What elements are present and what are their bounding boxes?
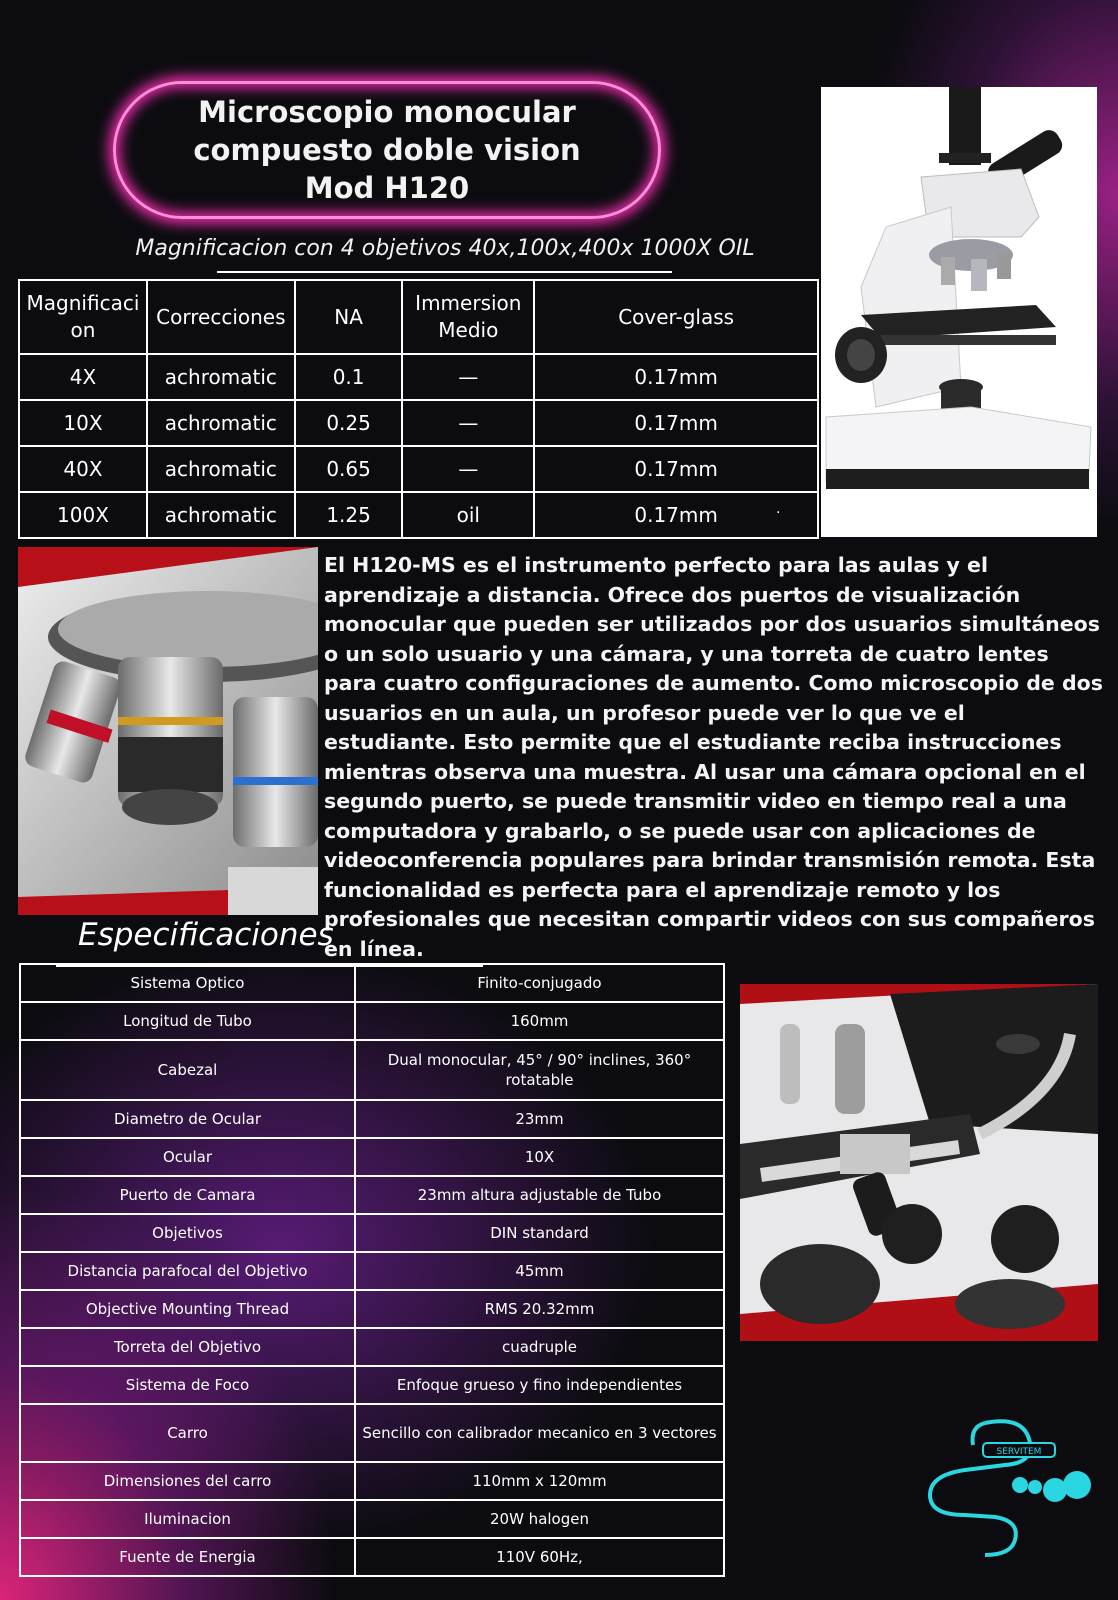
table-cell: 0.17mm bbox=[534, 492, 818, 538]
spec-label: Objetivos bbox=[20, 1214, 355, 1252]
spec-value: 20W halogen bbox=[355, 1500, 724, 1538]
magnification-table bbox=[18, 279, 819, 539]
spec-label: Iluminacion bbox=[20, 1500, 355, 1538]
spec-value: Dual monocular, 45° / 90° inclines, 360° rotatable bbox=[355, 1040, 724, 1100]
table-row bbox=[20, 1138, 724, 1176]
page-title bbox=[193, 93, 580, 207]
title-banner bbox=[113, 81, 661, 219]
column-header: Cover-glass bbox=[534, 280, 818, 354]
table-cell: 0.17mm bbox=[534, 354, 818, 400]
spec-label: Objective Mounting Thread bbox=[20, 1290, 355, 1328]
spec-value: 160mm bbox=[355, 1002, 724, 1040]
table-cell: oil bbox=[402, 492, 534, 538]
table-cell: — bbox=[402, 446, 534, 492]
table-row bbox=[20, 1252, 724, 1290]
spec-label: Distancia parafocal del Objetivo bbox=[20, 1252, 355, 1290]
table-row bbox=[20, 1404, 724, 1462]
spec-value: DIN standard bbox=[355, 1214, 724, 1252]
table-row bbox=[20, 1462, 724, 1500]
table-cell: 0.65 bbox=[295, 446, 403, 492]
spec-value: Enfoque grueso y fino independientes bbox=[355, 1366, 724, 1404]
table-row bbox=[20, 1500, 724, 1538]
table-cell: 10X bbox=[19, 400, 147, 446]
spec-value: 110V 60Hz, bbox=[355, 1538, 724, 1576]
table-row bbox=[20, 964, 724, 1002]
spec-value: Finito-conjugado bbox=[355, 964, 724, 1002]
title-line-1: Microscopio monocular bbox=[198, 95, 576, 129]
table-row bbox=[20, 1002, 724, 1040]
table-row bbox=[19, 354, 818, 400]
stray-mark: · bbox=[776, 505, 781, 521]
product-description: El H120-MS es el instrumento perfecto para las aulas y el aprendizaje a distancia. Ofrece dos puertos de visualización monocular que pueden ser utilizados por dos usuarios simultáneos o un solo usuario y una cámara, y una torreta de cuatro lentes para cuatro configuraciones de aumento. Como microscopio de dos usuarios en un aula, un profesor puede ver lo que ve el estudiante. Esto permite que el estudiante reciba instrucciones mientras observa una muestra. Al usar una cámara opcional en el segundo puerto, se puede transmitir video en tiempo real a una computadora y grabarlo, o se puede usar con aplicaciones de videoconferencia populares para brindar transmisión remota. Esta funcionalidad es perfecta para el aprendizaje remoto y los profesionales que necesitan compartir videos con sus compañeros en línea. bbox=[324, 553, 1103, 961]
table-cell: 0.25 bbox=[295, 400, 403, 446]
table-cell: 0.1 bbox=[295, 354, 403, 400]
spec-label: Longitud de Tubo bbox=[20, 1002, 355, 1040]
microscope-photo bbox=[821, 87, 1097, 537]
spec-value: 45mm bbox=[355, 1252, 724, 1290]
column-header: Magnificaci on bbox=[19, 280, 147, 354]
table-row bbox=[20, 1328, 724, 1366]
table-cell: 1.25 bbox=[295, 492, 403, 538]
spec-label: Sistema de Foco bbox=[20, 1366, 355, 1404]
table-cell: 0.17mm bbox=[534, 446, 818, 492]
logo-text: SERVITEM bbox=[996, 1447, 1042, 1457]
spec-label: Carro bbox=[20, 1404, 355, 1462]
table-cell: 100X bbox=[19, 492, 147, 538]
servitem-logo bbox=[925, 1415, 1095, 1560]
table-cell: 40X bbox=[19, 446, 147, 492]
title-line-2: compuesto doble vision bbox=[193, 133, 581, 167]
stage-photo bbox=[740, 984, 1098, 1341]
table-cell: 4X bbox=[19, 354, 147, 400]
specs-heading: Especificaciones bbox=[78, 917, 334, 953]
column-header: Immersion Medio bbox=[402, 280, 534, 354]
table-cell: — bbox=[402, 400, 534, 446]
spec-value: 10X bbox=[355, 1138, 724, 1176]
title-line-3: Mod H120 bbox=[304, 171, 470, 205]
table-row bbox=[19, 492, 818, 538]
specs-table bbox=[19, 963, 725, 1577]
spec-label: Puerto de Camara bbox=[20, 1176, 355, 1214]
spec-label: Ocular bbox=[20, 1138, 355, 1176]
objectives-photo bbox=[18, 547, 318, 915]
spec-label: Diametro de Ocular bbox=[20, 1100, 355, 1138]
table-row bbox=[20, 1100, 724, 1138]
spec-value: cuadruple bbox=[355, 1328, 724, 1366]
table-cell: achromatic bbox=[147, 446, 295, 492]
table-cell: — bbox=[402, 354, 534, 400]
table-row bbox=[20, 1290, 724, 1328]
table-cell: achromatic bbox=[147, 354, 295, 400]
table-row bbox=[20, 1214, 724, 1252]
table-row bbox=[20, 1366, 724, 1404]
table-cell: achromatic bbox=[147, 400, 295, 446]
table-cell: 0.17mm bbox=[534, 400, 818, 446]
spec-label: Fuente de Energia bbox=[20, 1538, 355, 1576]
column-header: NA bbox=[295, 280, 403, 354]
spec-value: Sencillo con calibrador mecanico en 3 vectores bbox=[355, 1404, 724, 1462]
table-row bbox=[20, 1176, 724, 1214]
table-header-row bbox=[19, 280, 818, 354]
table-row bbox=[19, 446, 818, 492]
spec-value: 110mm x 120mm bbox=[355, 1462, 724, 1500]
spec-value: RMS 20.32mm bbox=[355, 1290, 724, 1328]
spec-value: 23mm altura adjustable de Tubo bbox=[355, 1176, 724, 1214]
spec-label: Cabezal bbox=[20, 1040, 355, 1100]
spec-label: Sistema Optico bbox=[20, 964, 355, 1002]
spec-value: 23mm bbox=[355, 1100, 724, 1138]
magnification-subtitle: Magnificacion con 4 objetivos 40x,100x,400x 1000X OIL bbox=[135, 236, 755, 261]
spec-label: Torreta del Objetivo bbox=[20, 1328, 355, 1366]
table-row bbox=[20, 1040, 724, 1100]
column-header: Correcciones bbox=[147, 280, 295, 354]
subtitle-underline bbox=[217, 271, 672, 273]
table-row bbox=[19, 400, 818, 446]
table-cell: achromatic bbox=[147, 492, 295, 538]
table-row bbox=[20, 1538, 724, 1576]
spec-label: Dimensiones del carro bbox=[20, 1462, 355, 1500]
